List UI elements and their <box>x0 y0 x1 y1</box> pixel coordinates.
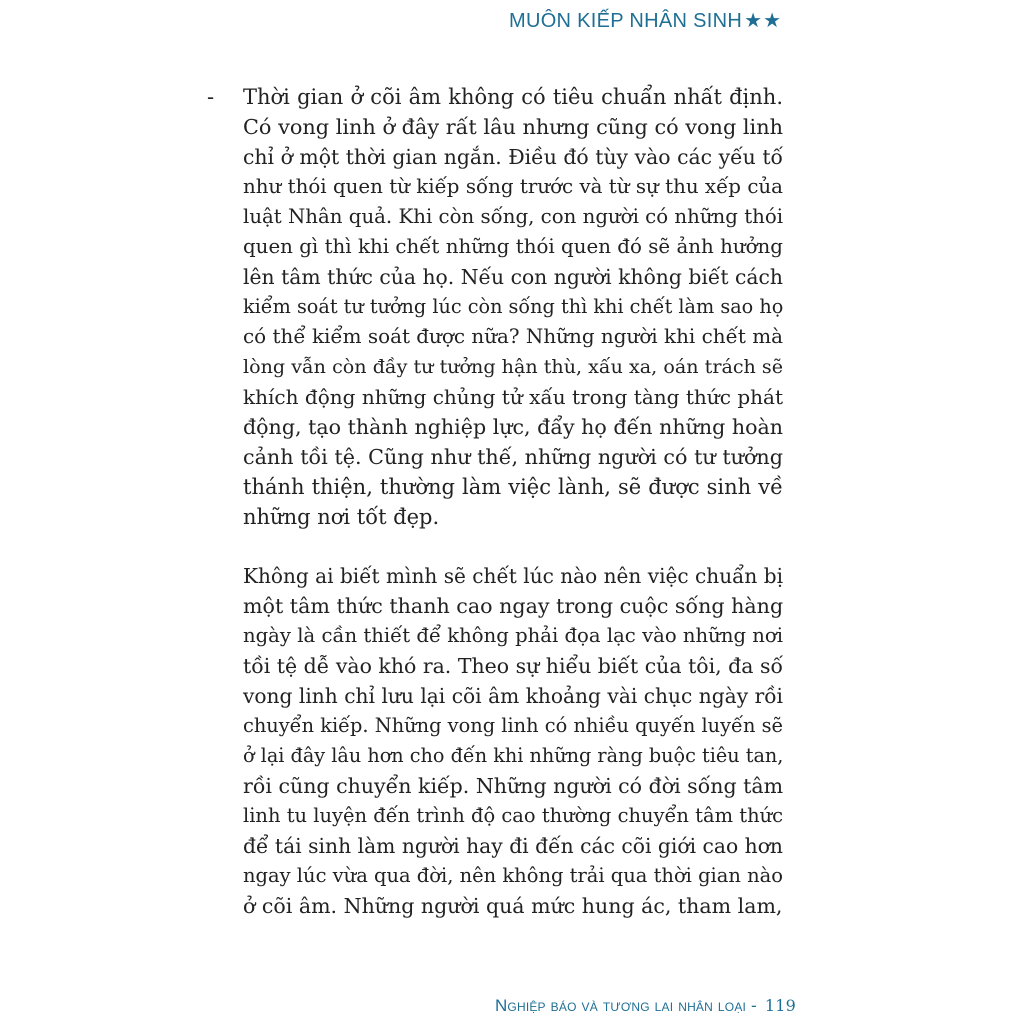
text-line: quen gì thì khi chết những thói quen đó sẽ ảnh hưởng <box>243 235 783 258</box>
text-line: ở lại đây lâu hơn cho đến khi những ràng buộc tiêu tan, <box>243 744 784 767</box>
text-line: ngay lúc vừa qua đời, nên không trải qua thời gian nào <box>243 864 783 887</box>
text-line: một tâm thức thanh cao ngay trong cuộc sống hàng <box>243 594 784 618</box>
bullet-dash: - <box>207 85 215 109</box>
text-line: kiểm soát tư tưởng lúc còn sống thì khi chết làm sao họ <box>243 295 784 318</box>
text-line: khích động những chủng tử xấu trong tàng thức phát <box>243 385 783 409</box>
text-line: rồi cũng chuyển kiếp. Những người có đời sống tâm <box>243 774 784 798</box>
text-line: luật Nhân quả. Khi còn sống, con người có những thói <box>243 205 784 228</box>
text-line: như thói quen từ kiếp sống trước và từ sự thu xếp của <box>243 175 783 198</box>
text-line: chỉ ở một thời gian ngắn. Điều đó tùy vào các yếu tố <box>243 145 783 169</box>
text-line: cảnh tồi tệ. Cũng như thế, những người có tư tưởng <box>243 445 783 469</box>
text-line: lòng vẫn còn đầy tư tưởng hận thù, xấu xa, oán trách sẽ <box>243 355 783 378</box>
paragraph <box>243 561 783 921</box>
book-title: MUÔN KIẾP NHÂN SINH <box>508 10 743 32</box>
text-line: vong linh chỉ lưu lại cõi âm khoảng vài chục ngày rồi <box>243 684 783 708</box>
body-text <box>207 82 784 921</box>
chapter-title: Nghiệp báo và tương lai nhân loại - <box>494 996 757 1015</box>
text-line: tồi tệ dễ vào khó ra. Theo sự hiểu biết của tôi, đa số <box>243 654 783 678</box>
text-line: để tái sinh làm người hay đi đến các cõi giới cao hơn <box>243 834 783 858</box>
text-line: Thời gian ở cõi âm không có tiêu chuẩn nhất định. <box>243 85 783 109</box>
paragraph <box>207 82 784 532</box>
text-line: linh tu luyện đến trình độ cao thường chuyển tâm thức <box>243 804 783 827</box>
text-line: thánh thiện, thường làm việc lành, sẽ được sinh về <box>243 475 783 499</box>
text-line: ở cõi âm. Những người quá mức hung ác, tham lam, <box>243 894 783 918</box>
running-header <box>509 8 782 33</box>
text-line: chuyển kiếp. Những vong linh có nhiều quyến luyến sẽ <box>243 714 783 737</box>
text-line: những nơi tốt đẹp. <box>243 505 440 529</box>
running-footer <box>495 996 796 1016</box>
page-number: 119 <box>764 996 796 1015</box>
text-line: động, tạo thành nghiệp lực, đẩy họ đến những hoàn <box>243 415 783 439</box>
text-line: ngày là cần thiết để không phải đọa lạc vào những nơi <box>243 624 783 647</box>
paragraph-gap <box>243 532 783 561</box>
header-stars-icon: ★★ <box>744 10 782 32</box>
text-line: có thể kiểm soát được nữa? Những người khi chết mà <box>243 325 783 348</box>
text-line: Không ai biết mình sẽ chết lúc nào nên việc chuẩn bị <box>243 564 783 588</box>
text-line: Có vong linh ở đây rất lâu nhưng cũng có vong linh <box>243 115 783 139</box>
text-line: lên tâm thức của họ. Nếu con người không biết cách <box>243 265 783 289</box>
